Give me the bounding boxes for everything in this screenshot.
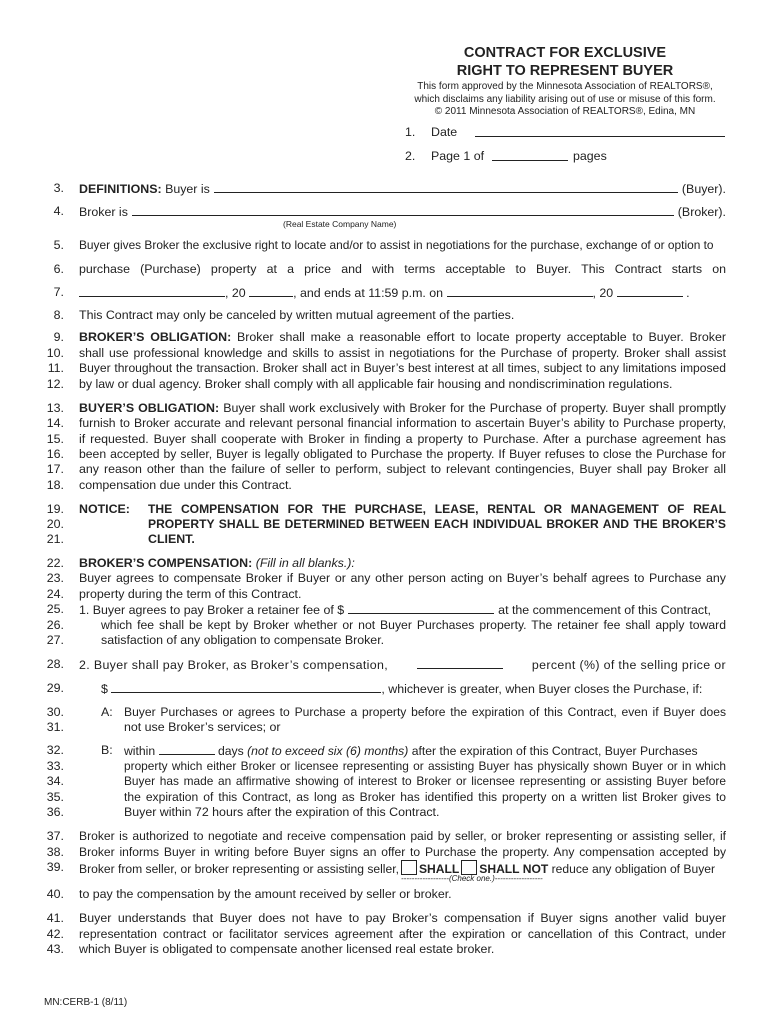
approval-notice: [385, 81, 745, 119]
page-label: Page 1 of: [431, 149, 485, 163]
line-number: 30.: [46, 705, 64, 719]
line-number: 15.: [46, 432, 64, 446]
line-15: [0, 432, 770, 448]
line-4: [0, 204, 770, 220]
line-number: 14.: [46, 416, 64, 430]
line-text: been accepted by seller, Buyer is legally obligated to Purchase the property. If Buyer refuses to close the Purchase for: [79, 447, 726, 461]
line-5: [0, 238, 770, 254]
line-text: to pay the compensation by the amount received by seller or broker.: [79, 887, 452, 901]
form-id: MN:CERB-1 (8/11): [44, 997, 128, 1008]
line-text: furnish to Broker accurate and relevant personal financial information to ascertain Buyer’s ability to Purchase property,: [79, 416, 726, 430]
definitions-label: DEFINITIONS:: [79, 182, 162, 196]
date-field[interactable]: [475, 125, 725, 137]
notice-text: CLIENT.: [148, 532, 195, 546]
line-21: [0, 532, 770, 548]
line-text: Buyer gives Broker the exclusive right to locate and/or to assist in negotiations for the purchase, exchange of or option to: [79, 238, 714, 252]
date-row: [0, 125, 770, 141]
title-line-1: CONTRACT FOR EXCLUSIVE: [463, 45, 667, 61]
line-text: This Contract may only be canceled by written mutual agreement of the parties.: [79, 308, 515, 322]
line-37: [0, 829, 770, 845]
line-43: [0, 942, 770, 958]
line-text: if requested. Buyer shall cooperate with Broker in finding a property to Purchase. After a purchase agreement has: [79, 432, 726, 446]
title-line-2: RIGHT TO REPRESENT BUYER: [456, 63, 674, 79]
page-count-field[interactable]: [492, 149, 568, 161]
line-number: 39.: [46, 860, 64, 874]
broker-is-label: Broker is: [79, 205, 128, 219]
line-number: 13.: [46, 401, 64, 415]
flat-fee-field[interactable]: [111, 681, 381, 693]
line-25: [0, 602, 770, 618]
brokers-compensation-label: BROKER’S COMPENSATION:: [79, 556, 253, 570]
line-text: Buyer shall work exclusively with Broker for the Purchase of property. Buyer shall promptly: [223, 401, 726, 415]
line-text: Buyer Purchases or agrees to Purchase a property before the expiration of this Contract, even if Buyer does: [124, 705, 726, 719]
period: .: [686, 286, 690, 300]
line-40: [0, 887, 770, 903]
line-19: [0, 502, 770, 518]
line-text: after the expiration of this Contract, Buyer Purchases: [411, 744, 698, 758]
line-31: [0, 720, 770, 736]
line-7: [0, 285, 770, 301]
line-14: [0, 416, 770, 432]
line-number: 18.: [46, 478, 64, 492]
line-number: 12.: [46, 377, 64, 391]
line-text: Buyer throughout the transaction. Broker shall act in Buyer’s best interest at all times, subject to any limitations imposed: [79, 361, 726, 375]
line-18: [0, 478, 770, 494]
line-number: 22.: [46, 556, 64, 570]
notice-text: THE COMPENSATION FOR THE PURCHASE, LEASE, RENTAL OR MANAGEMENT OF REAL: [148, 502, 726, 516]
line-39: [0, 860, 770, 876]
line-number: 37.: [46, 829, 64, 843]
approval-line-2: which disclaims any liability arising out of use or misuse of this form.: [414, 93, 716, 105]
line-number: 35.: [46, 790, 64, 804]
line-8: [0, 308, 770, 324]
line-text: Buyer within 72 hours after the expiration of this Contract.: [124, 805, 440, 819]
line-number: 29.: [46, 681, 64, 695]
line-text: Broker informs Buyer in writing before Buyer signs an offer to Purchase the property. Any compensation accepted by: [79, 845, 726, 859]
brokers-obligation-label: BROKER’S OBLIGATION:: [79, 330, 232, 344]
line-9: [0, 330, 770, 346]
approval-line-1: This form approved by the Minnesota Association of REALTORS®,: [417, 81, 713, 92]
days-label: days: [217, 744, 244, 758]
date-num: 1.: [405, 125, 416, 139]
line-text: property which either Broker or licensee representing or assisting Buyer has physically shown Buyer or in which: [124, 759, 726, 773]
within-label: within: [124, 744, 156, 758]
broker-suffix: (Broker).: [677, 205, 726, 219]
line-text: Buyer understands that Buyer does not have to pay Broker’s compensation if Buyer signs another valid buyer: [79, 911, 726, 925]
line-text: satisfaction of any obligation to compensate Broker.: [101, 633, 385, 647]
line-number: 33.: [46, 759, 64, 773]
shall-not-checkbox[interactable]: [461, 860, 477, 875]
line-33: [0, 759, 770, 775]
compensation-label: 2. Buyer shall pay Broker, as Broker’s compensation,: [79, 658, 389, 672]
line-number: 10.: [46, 346, 64, 360]
line-number: 41.: [46, 911, 64, 925]
line-text: Broker from seller, or broker representing or assisting seller,: [79, 862, 399, 876]
line-text: Buyer has made an affirmative showing of interest to Broker or licensee representing or assisting Buyer before: [124, 774, 726, 788]
end-label: , and ends at 11:59 p.m. on: [293, 286, 444, 300]
page-num: 2.: [405, 149, 416, 163]
buyer-name-field[interactable]: [214, 181, 678, 193]
check-one-caption: ------------------(Check one.)------------------: [401, 874, 543, 883]
line-number: 21.: [46, 532, 64, 546]
notice-label: NOTICE:: [79, 502, 130, 516]
line-text: Broker is authorized to negotiate and receive compensation paid by seller, or broker representing or assisting seller, if: [79, 829, 726, 843]
percent-suffix: percent (%) of the selling price or: [531, 658, 726, 672]
line-number: 25.: [46, 602, 64, 616]
line-20: [0, 517, 770, 533]
line-number: 26.: [46, 618, 64, 632]
six-months-note: (not to exceed six (6) months): [247, 744, 409, 758]
line-number: 32.: [46, 743, 64, 757]
line-text: compensation due under this Contract.: [79, 478, 292, 492]
line-text: shall use professional knowledge and skills to assist in negotiations for the Purchase of property. Broker shall assist: [79, 346, 726, 360]
line-24: [0, 587, 770, 603]
line-41: [0, 911, 770, 927]
line-35: [0, 790, 770, 806]
line-11: [0, 361, 770, 377]
line-text: which Buyer is obligated to compensate another licensed real estate broker.: [79, 942, 495, 956]
pages-label: pages: [573, 149, 607, 163]
line-text: Buyer agrees to compensate Broker if Buyer or any other person acting on Buyer’s behalf agrees to Purchase any: [79, 571, 726, 585]
line-28: [0, 657, 770, 673]
line-number: 9.: [53, 330, 64, 344]
line-17: [0, 462, 770, 478]
line-text: which fee shall be kept by Broker whether or not Buyer Purchases property. The retainer fee shall apply toward: [101, 618, 726, 632]
line-number: 28.: [46, 657, 64, 671]
fill-note: (Fill in all blanks.):: [255, 556, 355, 570]
line-34: [0, 774, 770, 790]
line-number: 40.: [46, 887, 64, 901]
dollar-sign: $: [101, 682, 108, 696]
retainer-suffix: at the commencement of this Contract,: [498, 603, 711, 617]
line-6: [0, 262, 770, 278]
form-title: [385, 44, 745, 80]
line-number: 24.: [46, 587, 64, 601]
clause-b-label: B:: [101, 743, 113, 757]
line-text: any reason other than the failure of seller to perform, subject to relevant contingencies, Buyer shall pay Broker all: [79, 462, 726, 476]
line-27: [0, 633, 770, 649]
line-number: 34.: [46, 774, 64, 788]
line-text: representation contract or facilitator services agreement after the expiration or cancellation of this Contract, under: [79, 927, 726, 941]
line-number: 5.: [53, 238, 64, 252]
line-number: 31.: [46, 720, 64, 734]
company-name-caption: (Real Estate Company Name): [283, 219, 397, 229]
line-text: not use Broker’s services; or: [124, 720, 281, 734]
shall-not-label: SHALL NOT: [479, 862, 549, 876]
page-count-row: [0, 149, 770, 165]
line-number: 3.: [53, 181, 64, 195]
retainer-fee-field[interactable]: [348, 602, 494, 614]
line-number: 16.: [46, 447, 64, 461]
line-number: 7.: [53, 285, 64, 299]
percent-field[interactable]: [417, 657, 503, 669]
line-13: [0, 401, 770, 417]
line-10: [0, 346, 770, 362]
buyer-is-label: Buyer is: [165, 182, 210, 196]
line-36: [0, 805, 770, 821]
line-number: 19.: [46, 502, 64, 516]
line-text: purchase (Purchase) property at a price and with terms acceptable to Buyer. This Contract starts on: [79, 262, 726, 276]
protection-days-field[interactable]: [159, 743, 215, 755]
buyers-obligation-label: BUYER’S OBLIGATION:: [79, 401, 220, 415]
line-16: [0, 447, 770, 463]
broker-name-field[interactable]: [132, 204, 674, 216]
end-date-field[interactable]: [447, 285, 593, 297]
shall-checkbox[interactable]: [401, 860, 417, 875]
line-number: 11.: [47, 361, 64, 375]
line-26: [0, 618, 770, 634]
date-label: Date: [431, 125, 458, 139]
line-number: 36.: [46, 805, 64, 819]
shall-label: SHALL: [418, 862, 460, 876]
line-23: [0, 571, 770, 587]
line-38: [0, 845, 770, 861]
line-text: property during the term of this Contract.: [79, 587, 302, 601]
line-number: 4.: [53, 204, 64, 218]
line-number: 17.: [46, 462, 64, 476]
line-number: 27.: [46, 633, 64, 647]
line-12: [0, 377, 770, 393]
end-year-field[interactable]: [617, 285, 683, 297]
start-year-label: , 20: [225, 286, 246, 300]
end-year-label: , 20: [592, 286, 614, 300]
line-number: 6.: [53, 262, 64, 276]
line-text: by law or dual agency. Broker shall comply with all applicable fair housing and nondiscrimination regulations.: [79, 377, 673, 391]
line-text: Broker shall make a reasonable effort to locate property acceptable to Buyer. Broker: [237, 330, 726, 344]
flat-fee-suffix: , whichever is greater, when Buyer closes the Purchase, if:: [381, 682, 703, 696]
line-number: 38.: [46, 845, 64, 859]
line-number: 23.: [46, 571, 64, 585]
start-date-field[interactable]: [79, 285, 225, 297]
line-number: 43.: [46, 942, 64, 956]
line-text: the expiration of this Contract, as long as Broker has identified this property on a written list Broker gives to: [124, 790, 726, 804]
line-29: [0, 681, 770, 697]
start-year-field[interactable]: [249, 285, 293, 297]
notice-text: PROPERTY SHALL BE DETERMINED BETWEEN EACH INDIVIDUAL BROKER AND THE BROKER’S: [148, 517, 726, 531]
line-number: 8.: [53, 308, 64, 322]
line-30: [0, 705, 770, 721]
approval-line-3: © 2011 Minnesota Association of REALTORS®, Edina, MN: [434, 106, 696, 117]
line-number: 42.: [46, 927, 64, 941]
clause-a-label: A:: [101, 705, 113, 719]
line-text-end: reduce any obligation of Buyer: [551, 862, 715, 876]
line-42: [0, 927, 770, 943]
line-32: [0, 743, 770, 759]
buyer-suffix: (Buyer).: [681, 182, 726, 196]
line-3: [0, 181, 770, 197]
line-number: 20.: [46, 517, 64, 531]
line-22: [0, 556, 770, 572]
retainer-label: 1. Buyer agrees to pay Broker a retainer fee of $: [79, 603, 345, 617]
